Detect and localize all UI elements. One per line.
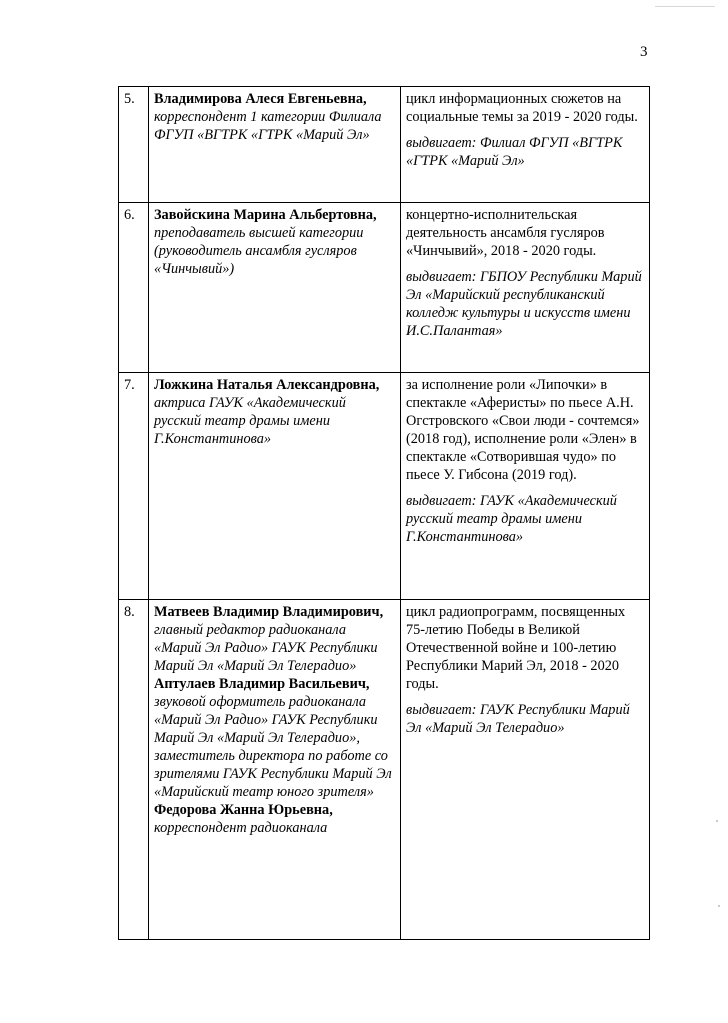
nominator: выдвигает: ГАУК «Академический русский театр драмы имени Г.Константинова»	[406, 493, 617, 545]
work-description: цикл радиопрограмм, посвященных 75-летию Победы в Великой Отечественной войне и 100-летию Республики Марий Эл, 2018 - 2020 годы.	[406, 604, 626, 692]
nominee-name: Матвеев Владимир Владимирович,	[154, 604, 384, 620]
table-row	[119, 87, 650, 203]
nominee-position: главный редактор радиоканала «Марий Эл Радио» ГАУК Республики Марий Эл «Марий Эл Телерадио»	[154, 622, 378, 674]
scan-speck	[716, 820, 718, 822]
nominee-position: актриса ГАУК «Академический русский театр драмы имени Г.Константинова»	[154, 395, 346, 447]
nominee-position: корреспондент радиоканала	[154, 820, 328, 836]
nominee-position: звуковой оформитель радиоканала «Марий Эл Радио» ГАУК Республики Марий Эл «Марий Эл Телерадио», заместитель директора по работе со зрителями ГАУК Республики Марий Эл «Марийский театр юного зрителя»	[154, 694, 392, 800]
nominee-name: Завойскина Марина Альбертовна,	[154, 207, 377, 223]
nominee-cell	[149, 203, 401, 373]
description-cell	[401, 600, 650, 940]
work-description: за исполнение роли «Липочки» в спектакле «Аферисты» по пьесе А.Н. Огстровского «Свои люди - сочтемся» (2018 год), исполнение роли «Элен» в спектакле «Сотворившая чудо» по пьесе У. Гибсона (2019 год).	[406, 377, 640, 483]
nominator: выдвигает: Филиал ФГУП «ВГТРК «ГТРК «Марий Эл»	[406, 135, 623, 169]
row-number: 8.	[119, 600, 149, 940]
nominee-name: Федорова Жанна Юрьевна,	[154, 802, 333, 818]
nominee-name: Владимирова Алеся Евгеньевна,	[154, 91, 367, 107]
nominator: выдвигает: ГБПОУ Республики Марий Эл «Марийский республиканский колледж культуры и искусств имени И.С.Палантая»	[406, 269, 642, 339]
work-description: цикл информационных сюжетов на социальные темы за 2019 - 2020 годы.	[406, 91, 638, 125]
table-row	[119, 600, 650, 940]
description-cell	[401, 87, 650, 203]
work-description: концертно-исполнительская деятельность ансамбля гусляров «Чинчывий», 2018 - 2020 годы.	[406, 207, 605, 259]
nominee-cell	[149, 373, 401, 600]
table-row	[119, 373, 650, 600]
description-cell	[401, 373, 650, 600]
nominee-position: корреспондент 1 категории Филиала ФГУП «ВГТРК «ГТРК «Марий Эл»	[154, 109, 382, 143]
row-number: 7.	[119, 373, 149, 600]
row-number: 6.	[119, 203, 149, 373]
scan-edge-mark	[655, 6, 715, 7]
nominee-name: Ложкина Наталья Александровна,	[154, 377, 380, 393]
nominee-cell	[149, 600, 401, 940]
nominee-name: Аптулаев Владимир Васильевич,	[154, 676, 370, 692]
nominees-table	[118, 86, 650, 940]
nominee-position: преподаватель высшей категории (руководитель ансамбля гусляров «Чинчывий»)	[154, 225, 364, 277]
scan-speck	[718, 905, 720, 907]
row-number: 5.	[119, 87, 149, 203]
description-cell	[401, 203, 650, 373]
table-row	[119, 203, 650, 373]
page-number: 3	[640, 44, 648, 60]
nominator: выдвигает: ГАУК Республики Марий Эл «Марий Эл Телерадио»	[406, 702, 630, 736]
nominee-cell	[149, 87, 401, 203]
